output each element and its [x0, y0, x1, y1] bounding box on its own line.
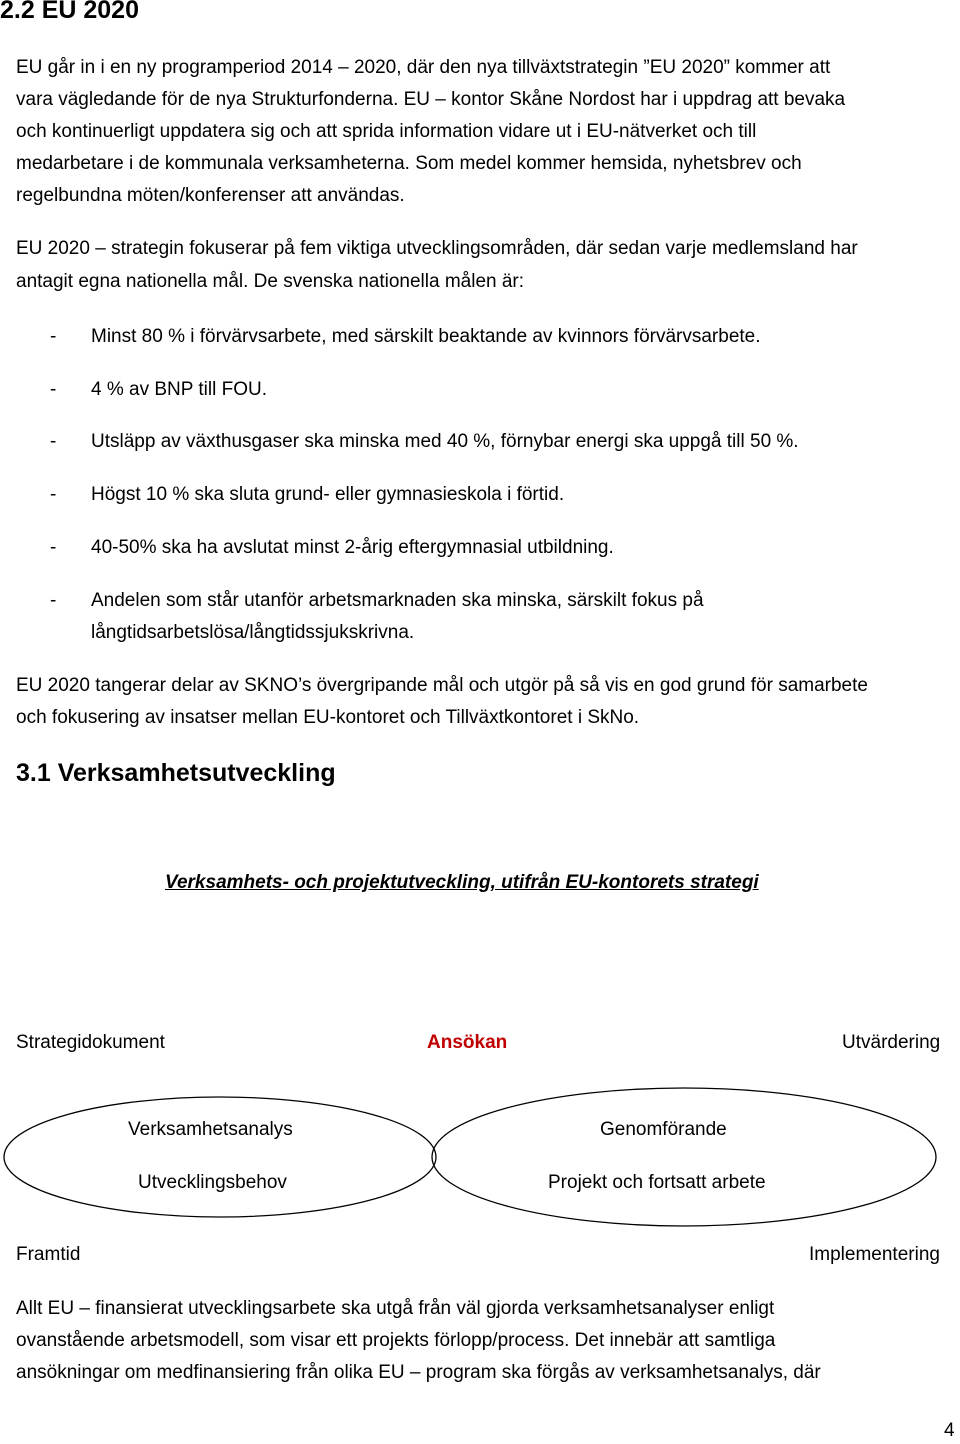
- paragraph-line: EU 2020 tangerar delar av SKNO’s övergripande mål och utgör på så vis en god grund för samarbete: [16, 675, 868, 696]
- section-heading-eu2020: 2.2 EU 2020: [0, 0, 139, 24]
- label-genomforande: Genomförande: [600, 1119, 727, 1140]
- label-utvardering: Utvärdering: [842, 1032, 941, 1053]
- paragraph-line: ovanstående arbetsmodell, som visar ett projekts förlopp/process. Det innebär att samtliga: [16, 1330, 776, 1351]
- page-number: 4: [944, 1420, 955, 1441]
- label-framtid: Framtid: [16, 1244, 81, 1265]
- right-ellipse: [432, 1088, 936, 1226]
- bullet-marker: -: [50, 590, 57, 611]
- list-item: 4 % av BNP till FOU.: [91, 379, 267, 400]
- bullet-marker: -: [50, 484, 57, 505]
- bullet-marker: -: [50, 537, 57, 558]
- diagram-title: Verksamhets- och projektutveckling, utifrån EU-kontorets strategi: [165, 872, 759, 893]
- label-strategidokument: Strategidokument: [16, 1032, 165, 1053]
- paragraph-line: ansökningar om medfinansiering från olika EU – program ska förgås av verksamhetsanalys, där: [16, 1362, 821, 1383]
- bullet-marker: -: [50, 431, 57, 452]
- paragraph-line: och fokusering av insatser mellan EU-kontoret och Tillväxtkontoret i SkNo.: [16, 707, 640, 728]
- list-item-continuation: långtidsarbetslösa/långtidssjukskrivna.: [91, 622, 415, 643]
- label-verksamhetsanalys: Verksamhetsanalys: [128, 1119, 293, 1140]
- paragraph-line: medarbetare i de kommunala verksamheterna. Som medel kommer hemsida, nyhetsbrev och: [16, 153, 802, 174]
- paragraph-line: Allt EU – finansierat utvecklingsarbete ska utgå från väl gjorda verksamhetsanalyser enligt: [16, 1298, 775, 1319]
- paragraph-line: regelbundna möten/konferenser att användas.: [16, 185, 405, 206]
- label-ansokan: Ansökan: [427, 1032, 508, 1053]
- paragraph-line: och kontinuerligt uppdatera sig och att sprida information vidare ut i EU-nätverket och till: [16, 121, 757, 142]
- label-projekt: Projekt och fortsatt arbete: [548, 1172, 766, 1193]
- paragraph-line: antagit egna nationella mål. De svenska nationella målen är:: [16, 271, 525, 292]
- list-item: 40-50% ska ha avslutat minst 2-årig eftergymnasial utbildning.: [91, 537, 614, 558]
- label-implementering: Implementering: [809, 1244, 940, 1265]
- list-item: Utsläpp av växthusgaser ska minska med 40 %, förnybar energi ska uppgå till 50 %.: [91, 431, 799, 452]
- list-item: Andelen som står utanför arbetsmarknaden ska minska, särskilt fokus på: [91, 590, 704, 611]
- paragraph-line: EU 2020 – strategin fokuserar på fem viktiga utvecklingsområden, där sedan varje medlemsland har: [16, 238, 858, 259]
- list-item: Högst 10 % ska sluta grund- eller gymnasieskola i förtid.: [91, 484, 565, 505]
- list-item: Minst 80 % i förvärvsarbete, med särskilt beaktande av kvinnors förvärvsarbete.: [91, 326, 761, 347]
- bullet-marker: -: [50, 379, 57, 400]
- bullet-marker: -: [50, 326, 57, 347]
- section-heading-verksamhet: 3.1 Verksamhetsutveckling: [16, 759, 336, 787]
- paragraph-line: EU går in i en ny programperiod 2014 – 2020, där den nya tillväxtstrategin ”EU 2020” kommer att: [16, 57, 831, 78]
- paragraph-line: vara vägledande för de nya Strukturfonderna. EU – kontor Skåne Nordost har i uppdrag att bevaka: [16, 89, 846, 110]
- label-utvecklingsbehov: Utvecklingsbehov: [138, 1172, 287, 1193]
- left-ellipse: [4, 1097, 436, 1217]
